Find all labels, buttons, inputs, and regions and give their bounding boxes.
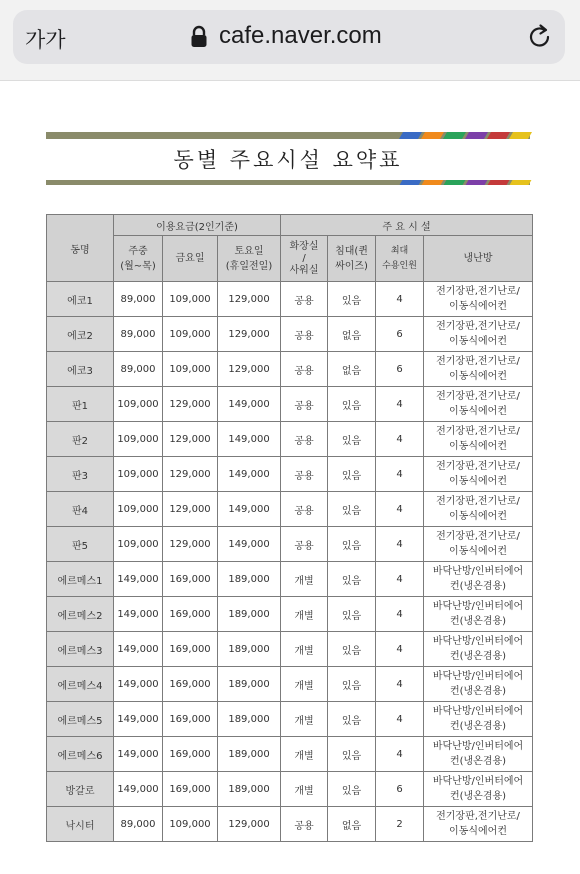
banner-stripe: [487, 132, 510, 139]
cell-weekday: 149,000: [114, 737, 163, 772]
banner-stripe: [421, 132, 444, 139]
cell-capacity: 4: [376, 562, 424, 597]
cell-restroom: 공용: [281, 422, 328, 457]
cell-heating: 바닥난방/인버터에어 컨(냉온겸용): [424, 772, 533, 807]
cell-restroom: 공용: [281, 527, 328, 562]
table-row: [47, 807, 533, 842]
cell-weekday: 149,000: [114, 562, 163, 597]
table-row: [47, 387, 533, 422]
cell-friday: 109,000: [163, 282, 218, 317]
cell-bed: 있음: [328, 282, 376, 317]
cell-bed: 있음: [328, 457, 376, 492]
cell-friday: 109,000: [163, 352, 218, 387]
banner-stripe: [422, 180, 444, 185]
cell-saturday: 149,000: [218, 492, 281, 527]
cell-name: 에코3: [47, 352, 114, 387]
cell-name: 에르메스4: [47, 667, 114, 702]
browser-toolbar: [0, 0, 580, 81]
banner-stripe: [443, 132, 466, 139]
cell-capacity: 4: [376, 457, 424, 492]
cell-heating: 바닥난방/인버터에어 컨(냉온겸용): [424, 667, 533, 702]
table-row: [47, 282, 533, 317]
cell-capacity: 6: [376, 317, 424, 352]
cell-friday: 129,000: [163, 492, 218, 527]
cell-restroom: 개별: [281, 597, 328, 632]
cell-weekday: 149,000: [114, 667, 163, 702]
table-row: [47, 457, 533, 492]
cell-name: 에르메스6: [47, 737, 114, 772]
cell-restroom: 개별: [281, 702, 328, 737]
cell-bed: 있음: [328, 562, 376, 597]
cell-bed: 있음: [328, 772, 376, 807]
cell-bed: 있음: [328, 737, 376, 772]
cell-capacity: 4: [376, 387, 424, 422]
cell-saturday: 189,000: [218, 597, 281, 632]
cell-bed: 있음: [328, 597, 376, 632]
table-row: [47, 702, 533, 737]
cell-name: 에르메스3: [47, 632, 114, 667]
cell-friday: 169,000: [163, 737, 218, 772]
banner-stripe: [399, 132, 422, 139]
banner-stripe: [444, 180, 466, 185]
cell-name: 방갈로: [47, 772, 114, 807]
cell-name: 판2: [47, 422, 114, 457]
cell-capacity: 4: [376, 492, 424, 527]
banner-stripe: [510, 180, 532, 185]
cell-name: 판4: [47, 492, 114, 527]
cell-capacity: 4: [376, 702, 424, 737]
cell-weekday: 89,000: [114, 352, 163, 387]
table-row: [47, 667, 533, 702]
cell-saturday: 189,000: [218, 737, 281, 772]
table-row: [47, 352, 533, 387]
table-row: [47, 527, 533, 562]
cell-heating: 전기장판,전기난로/ 이동식에어컨: [424, 457, 533, 492]
table-row: [47, 317, 533, 352]
cell-saturday: 149,000: [218, 457, 281, 492]
cell-restroom: 공용: [281, 807, 328, 842]
cell-heating: 전기장판,전기난로/ 이동식에어컨: [424, 807, 533, 842]
table-row: [47, 422, 533, 457]
header-heating: 냉난방: [424, 236, 533, 282]
header-saturday: 토요일 (휴일전일): [218, 236, 281, 282]
cell-heating: 전기장판,전기난로/ 이동식에어컨: [424, 387, 533, 422]
cell-restroom: 공용: [281, 387, 328, 422]
banner-stripe: [465, 132, 488, 139]
cell-bed: 있음: [328, 702, 376, 737]
url-text[interactable]: cafe.naver.com: [219, 22, 382, 49]
cell-saturday: 149,000: [218, 527, 281, 562]
cell-heating: 전기장판,전기난로/ 이동식에어컨: [424, 422, 533, 457]
cell-restroom: 개별: [281, 562, 328, 597]
cell-weekday: 109,000: [114, 422, 163, 457]
cell-name: 에르메스2: [47, 597, 114, 632]
banner-stripe: [509, 132, 532, 139]
cell-friday: 129,000: [163, 422, 218, 457]
cell-heating: 바닥난방/인버터에어 컨(냉온겸용): [424, 702, 533, 737]
cell-saturday: 149,000: [218, 387, 281, 422]
cell-weekday: 149,000: [114, 702, 163, 737]
title-banner: [46, 132, 530, 188]
cell-saturday: 129,000: [218, 807, 281, 842]
header-facility-group: 주 요 시 설: [281, 215, 533, 236]
cell-saturday: 189,000: [218, 632, 281, 667]
cell-heating: 바닥난방/인버터에어 컨(냉온겸용): [424, 632, 533, 667]
cell-weekday: 149,000: [114, 632, 163, 667]
cell-friday: 129,000: [163, 387, 218, 422]
cell-bed: 없음: [328, 317, 376, 352]
cell-weekday: 109,000: [114, 457, 163, 492]
cell-weekday: 109,000: [114, 492, 163, 527]
cell-saturday: 129,000: [218, 352, 281, 387]
cell-bed: 있음: [328, 422, 376, 457]
cell-heating: 전기장판,전기난로/ 이동식에어컨: [424, 492, 533, 527]
address-bar[interactable]: [13, 10, 565, 64]
cell-capacity: 4: [376, 597, 424, 632]
header-capacity: 최대 수용인원: [376, 236, 424, 282]
cell-friday: 169,000: [163, 562, 218, 597]
cell-restroom: 공용: [281, 352, 328, 387]
cell-capacity: 4: [376, 282, 424, 317]
table-row: [47, 562, 533, 597]
facility-table: [46, 214, 533, 842]
cell-heating: 전기장판,전기난로/ 이동식에어컨: [424, 282, 533, 317]
cell-friday: 169,000: [163, 772, 218, 807]
cell-bed: 있음: [328, 492, 376, 527]
cell-friday: 109,000: [163, 807, 218, 842]
cell-weekday: 109,000: [114, 527, 163, 562]
cell-restroom: 개별: [281, 632, 328, 667]
cell-weekday: 89,000: [114, 807, 163, 842]
banner-stripe: [488, 180, 510, 185]
cell-saturday: 129,000: [218, 317, 281, 352]
page-title: 동별 주요시설 요약표: [173, 148, 403, 172]
cell-bed: 있음: [328, 667, 376, 702]
header-rate-group: 이용요금(2인기준): [114, 215, 281, 236]
cell-restroom: 개별: [281, 737, 328, 772]
cell-heating: 전기장판,전기난로/ 이동식에어컨: [424, 527, 533, 562]
cell-capacity: 4: [376, 737, 424, 772]
cell-name: 낙시터: [47, 807, 114, 842]
banner-stripe: [466, 180, 488, 185]
cell-restroom: 개별: [281, 772, 328, 807]
cell-heating: 바닥난방/인버터에어 컨(냉온겸용): [424, 737, 533, 772]
cell-saturday: 189,000: [218, 667, 281, 702]
header-friday: 금요일: [163, 236, 218, 282]
cell-capacity: 4: [376, 422, 424, 457]
cell-saturday: 189,000: [218, 702, 281, 737]
cell-bed: 없음: [328, 807, 376, 842]
cell-weekday: 149,000: [114, 597, 163, 632]
cell-capacity: 2: [376, 807, 424, 842]
cell-saturday: 149,000: [218, 422, 281, 457]
cell-name: 판5: [47, 527, 114, 562]
cell-saturday: 189,000: [218, 562, 281, 597]
table-row: [47, 772, 533, 807]
lock-icon: [190, 25, 208, 53]
header-name: 동명: [47, 215, 114, 282]
table-row: [47, 737, 533, 772]
cell-capacity: 6: [376, 772, 424, 807]
cell-restroom: 공용: [281, 282, 328, 317]
cell-bed: 있음: [328, 632, 376, 667]
header-bed: 침대(퀸 싸이즈): [328, 236, 376, 282]
cell-capacity: 4: [376, 632, 424, 667]
cell-name: 에코1: [47, 282, 114, 317]
cell-friday: 169,000: [163, 597, 218, 632]
table-row: [47, 632, 533, 667]
cell-name: 에코2: [47, 317, 114, 352]
cell-restroom: 공용: [281, 317, 328, 352]
cell-name: 에르메스5: [47, 702, 114, 737]
cell-capacity: 4: [376, 527, 424, 562]
cell-heating: 바닥난방/인버터에어 컨(냉온겸용): [424, 597, 533, 632]
cell-name: 판3: [47, 457, 114, 492]
cell-friday: 109,000: [163, 317, 218, 352]
cell-friday: 129,000: [163, 527, 218, 562]
table-row: [47, 492, 533, 527]
header-weekday: 주중 (월~목): [114, 236, 163, 282]
cell-capacity: 6: [376, 352, 424, 387]
cell-weekday: 89,000: [114, 317, 163, 352]
cell-weekday: 109,000: [114, 387, 163, 422]
cell-heating: 전기장판,전기난로/ 이동식에어컨: [424, 317, 533, 352]
cell-friday: 169,000: [163, 632, 218, 667]
cell-heating: 전기장판,전기난로/ 이동식에어컨: [424, 352, 533, 387]
reload-icon[interactable]: [526, 23, 554, 55]
cell-restroom: 공용: [281, 492, 328, 527]
cell-saturday: 129,000: [218, 282, 281, 317]
banner-stripe: [400, 180, 422, 185]
cell-friday: 169,000: [163, 667, 218, 702]
cell-restroom: 개별: [281, 667, 328, 702]
table-row: [47, 597, 533, 632]
cell-name: 에르메스1: [47, 562, 114, 597]
cell-name: 판1: [47, 387, 114, 422]
cell-bed: 없음: [328, 352, 376, 387]
cell-friday: 169,000: [163, 702, 218, 737]
header-restroom: 화장실 / 사워실: [281, 236, 328, 282]
cell-heating: 바닥난방/인버터에어 컨(냉온겸용): [424, 562, 533, 597]
text-size-button[interactable]: 가가: [25, 28, 66, 52]
cell-weekday: 89,000: [114, 282, 163, 317]
cell-capacity: 4: [376, 667, 424, 702]
cell-bed: 있음: [328, 387, 376, 422]
cell-weekday: 149,000: [114, 772, 163, 807]
cell-restroom: 공용: [281, 457, 328, 492]
cell-bed: 있음: [328, 527, 376, 562]
cell-saturday: 189,000: [218, 772, 281, 807]
cell-friday: 129,000: [163, 457, 218, 492]
